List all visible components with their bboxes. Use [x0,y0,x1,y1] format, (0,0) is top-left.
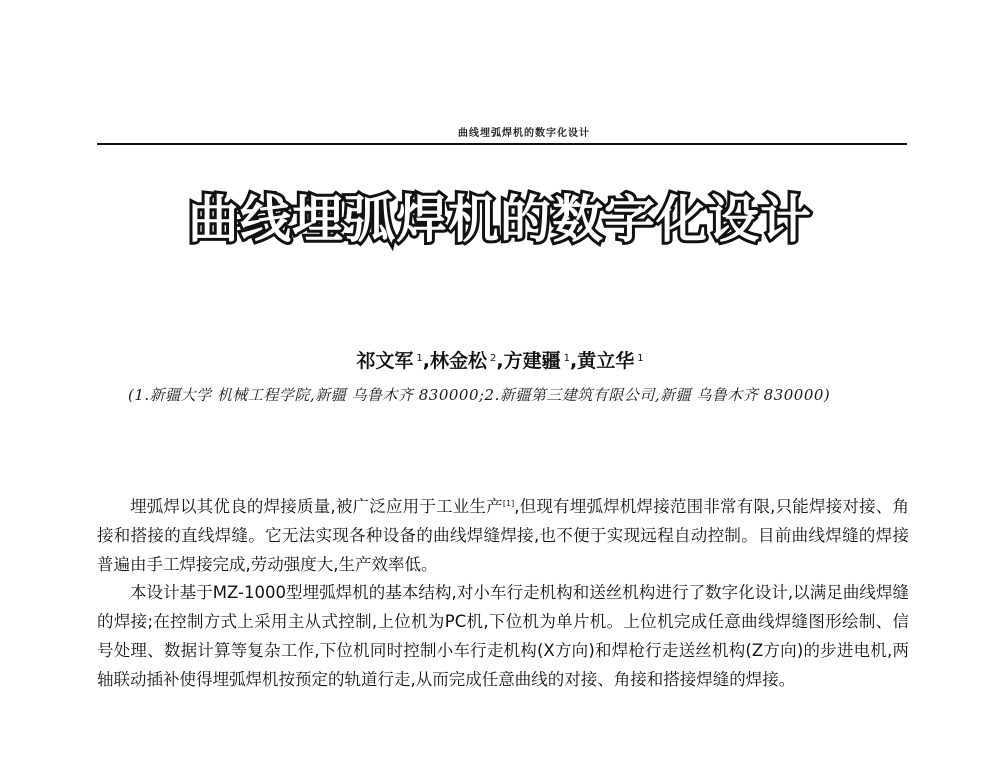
author-separator: , [496,350,504,372]
affil-mark: 2 [490,353,497,364]
paragraph-text: 埋弧焊以其优良的焊接质量,被广泛应用于工业生产 [130,497,503,516]
affiliation: (1.新疆大学 机械工程学院,新疆 乌鲁木齐 830000;2.新疆第三建筑有限公司,新疆 乌鲁木齐 830000) [128,386,831,404]
affil-mark: 1 [416,353,423,364]
paragraph-text: ,但现有埋弧焊机焊接范围非常有限,只能焊接对接、角接和搭接的直线焊缝。它无法实现各种设备的曲线焊缝焊接,也不便于实现远程自动控制。目前曲线焊缝的焊接普遍由手工焊接完成,劳动强度大,生产效率低。 [97,497,909,574]
author-separator: , [570,350,578,372]
citation-ref: [1] [502,499,515,508]
affil-mark: 1 [637,353,644,364]
affil-mark: 1 [563,353,570,364]
author-name: 方建疆 [503,350,561,372]
author-name: 祁文军 [356,350,414,372]
author-list [200,348,800,374]
author-name: 黄立华 [577,350,635,372]
running-head: 曲线埋弧焊机的数字化设计 [458,128,590,139]
author-separator: , [422,350,430,372]
author-name: 林金松 [430,350,488,372]
header-rule [97,143,907,145]
paper-title: 曲线埋弧焊机的数字化设计 [187,191,812,250]
paragraph [97,493,909,579]
body-text [97,493,909,695]
paragraph: 本设计基于MZ-1000型埋弧焊机的基本结构,对小车行走机构和送丝机构进行了数字化设计,以满足曲线焊缝的焊接;在控制方式上采用主从式控制,上位机为PC机,下位机为单片机。上位机完成任意曲线焊缝图形绘制、信号处理、数据计算等复杂工作,下位机同时控制小车行走机构(X方向)和焊枪行走送丝机构(Z方向)的步进电机,两轴联动插补使得埋弧焊机按预定的轨道行走,从而完成任意曲线的对接、角接和搭接焊缝的焊接。 [97,583,909,689]
